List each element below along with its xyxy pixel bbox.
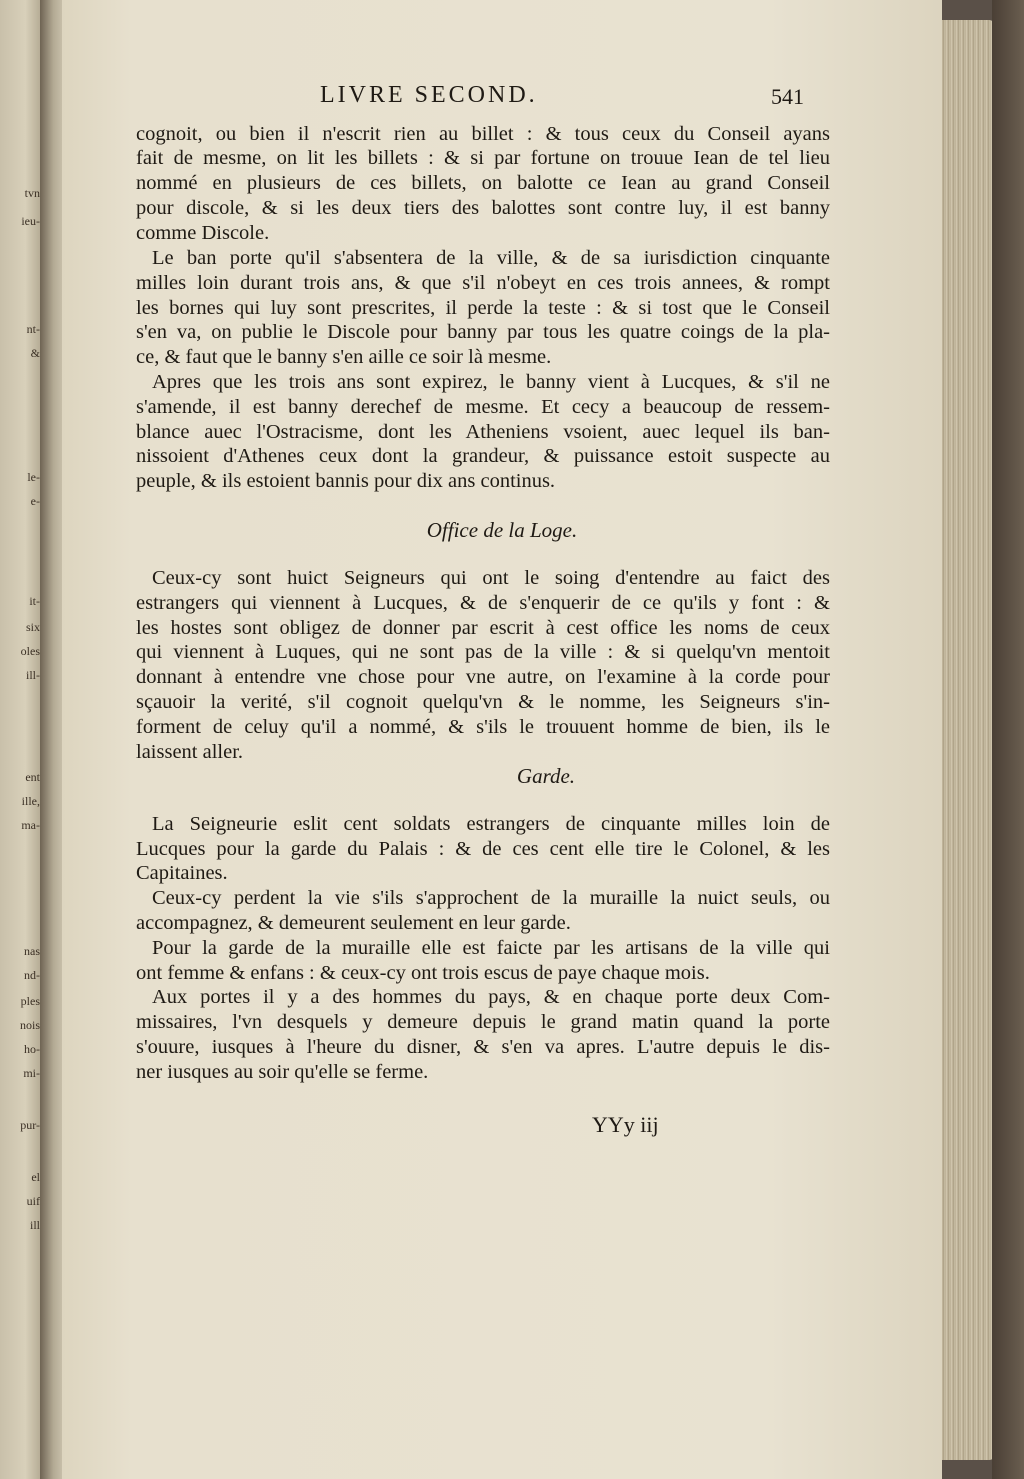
text-line: Pour la garde de la muraille elle est faicte par les artisans de la ville qui [152,937,830,959]
text-line: sçauoir la verité, s'il cognoit quelqu'vn & le nomme, les Seigneurs s'in- [136,691,830,713]
text-line: blance auec l'Ostracisme, dont les Atheniens vsoient, auec lequel ils ban- [136,421,830,443]
text-line: missaires, l'vn desquels y demeure depuis le grand matin quand la porte [136,1011,830,1033]
facing-page-fragment: e- [30,494,40,508]
facing-page-fragment: it- [29,594,40,608]
text-line: donnant à entendre vne chose pour vne autre, on l'examine à la corde pour [136,666,830,688]
section-heading-loge: Office de la Loge. [426,518,578,542]
book-page [62,0,942,1479]
text-line: Ceux-cy sont huict Seigneurs qui ont le soing d'entendre au faict des [152,567,830,589]
running-title: LIVRE SECOND. [320,82,538,108]
text-line: Ceux-cy perdent la vie s'ils s'approchent de la muraille la nuict seuls, ou [152,887,830,909]
text-line: ont femme & enfans : & ceux-cy ont trois escus de paye chaque mois. [136,962,710,984]
text-line: Lucques pour la garde du Palais : & de ces cent elle tire le Colonel, & les [136,838,830,860]
text-line: accompagnez, & demeurent seulement en leur garde. [136,912,571,934]
text-line: nommé en plusieurs de ces billets, on balotte ce Iean au grand Conseil [136,172,830,194]
facing-page-fragment: ent [25,770,40,784]
text-line: Apres que les trois ans sont expirez, le banny vient à Lucques, & s'il ne [152,371,830,393]
book-cover-edge [992,0,1024,1479]
facing-page-fragment: tvn [24,186,40,200]
facing-page-fragment: ho- [24,1042,40,1056]
facing-page-fragment: el [31,1170,40,1184]
text-line: s'amende, il est banny derechef de mesme. Et cecy a beaucoup de ressem- [136,396,830,418]
text-line: La Seigneurie eslit cent soldats estrangers de cinquante milles loin de [152,813,830,835]
text-line: les hostes sont obligez de donner par escrit à cest office les noms de ceux [136,617,830,639]
facing-page-fragment: le- [27,470,40,484]
facing-page-fragment: nois [19,1018,40,1032]
facing-page-fragment: ma- [21,818,40,832]
facing-page-fragment: pur- [20,1118,40,1132]
text-line: cognoit, ou bien il n'escrit rien au billet : & tous ceux du Conseil ayans [136,123,830,145]
facing-page-fragment: ill- [26,668,40,682]
text-line: s'en va, on publie le Discole pour banny par tous les quatre coings de la pla- [136,321,830,343]
text-line: ner iusques au soir qu'elle se ferme. [136,1061,429,1083]
text-line: fait de mesme, on lit les billets : & si par fortune on trouue Iean de tel lieu [136,147,830,169]
text-line: pour discole, & si les deux tiers des balottes sont contre luy, il est banny [136,197,830,219]
text-line: s'ouure, iusques à l'heure du disner, & s'en va apres. L'autre depuis le dis- [136,1036,830,1058]
facing-page-fragment: ples [20,994,40,1008]
facing-page-fragment: ille, [21,794,40,808]
text-line: laissent aller. [136,741,244,763]
page-edges [935,20,995,1460]
text-line: ce, & faut que le banny s'en aille ce soir là mesme. [136,346,552,368]
facing-page-fragment: ill [29,1218,40,1232]
page-number: 541 [771,84,804,109]
facing-page-fragment: uif [26,1194,40,1208]
text-line: comme Discole. [136,222,270,244]
signature-mark: YYy iij [592,1112,659,1137]
text-line: milles loin durant trois ans, & que s'il n'obeyt en ces trois annees, & rompt [136,272,830,294]
text-line: les bornes qui luy sont prescrites, il perde la teste : & si tost que le Conseil [136,297,830,319]
text-line: qui viennent à Luques, qui ne sont pas de la ville : & si quelqu'vn mentoit [136,641,830,663]
text-line: Capitaines. [136,862,228,884]
text-line: estrangers qui viennent à Lucques, & de s'enquerir de ce qu'ils y font : & [136,592,830,614]
facing-page-fragment: nt- [26,322,40,336]
facing-page-fragment: nas [24,944,40,958]
text-line: forment de celuy qu'il a nommé, & s'ils le trouuent homme de bien, ils le [136,716,830,738]
text-line: Le ban porte qu'il s'absentera de la ville, & de sa iurisdiction cinquante [152,247,830,269]
facing-page-fragment: nd- [24,968,40,982]
facing-page-fragment: oles [20,644,40,658]
facing-page-fragment: six [25,620,40,634]
text-line: peuple, & ils estoient bannis pour dix ans continus. [136,470,556,492]
facing-page-fragment: ieu- [21,214,40,228]
facing-page-fragment: & [30,346,40,360]
text-line: nissoient d'Athenes ceux dont la grandeur, & puissance estoit suspecte au [136,445,830,467]
facing-page-fragment: mi- [23,1066,40,1080]
section-heading-garde: Garde. [516,764,576,788]
text-line: Aux portes il y a des hommes du pays, & en chaque porte deux Com- [152,986,830,1008]
